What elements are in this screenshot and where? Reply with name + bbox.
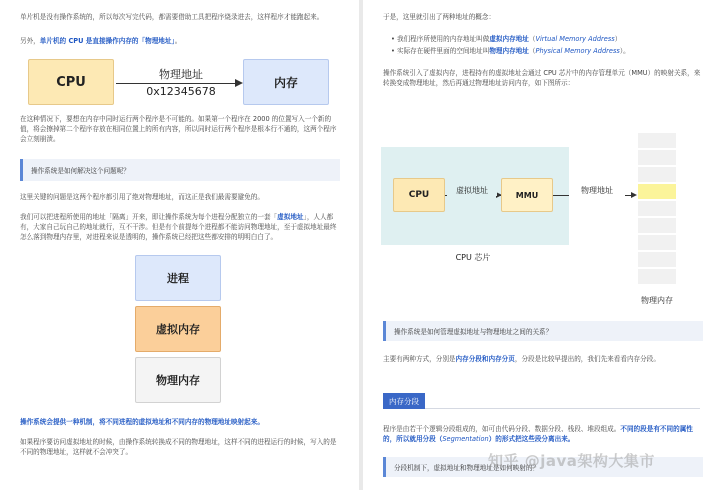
- section-heading: [383, 393, 700, 409]
- bullet-item: • 实际存在硬件里面的空间地址叫物理内存地址（Physical Memory Address）。: [391, 47, 630, 55]
- cpu-box: CPU: [393, 178, 445, 212]
- arrow-line: [116, 83, 240, 84]
- memory-cell: [638, 132, 676, 148]
- cpu-box: CPU: [28, 59, 114, 105]
- memory-cell: [638, 149, 676, 165]
- cpu-chip-label: CPU 芯片: [455, 253, 491, 262]
- bullet-item: • 我们程序所使用的内存地址叫做虚拟内存地址（Virtual Memory Address）: [391, 35, 622, 43]
- question-callout: 操作系统是如何管理虚拟地址与物理地址之间的关系？: [383, 321, 703, 341]
- memory-cell: [638, 234, 676, 250]
- physical-address-label: 物理地址: [569, 185, 625, 196]
- arrow-label: 物理地址: [159, 68, 203, 81]
- paragraph: 单片机是没有操作系统的，所以每次写完代码，都需要借助工具把程序烧录进去，这样程序才能跑起来。: [20, 13, 324, 21]
- virtual-memory-box: 虚拟内存: [135, 306, 221, 352]
- memory-cell: [638, 251, 676, 267]
- memory-cell: [638, 183, 676, 199]
- memory-cell: [638, 166, 676, 182]
- section-heading-label: 内存分段: [383, 393, 425, 409]
- memory-cell: [638, 217, 676, 233]
- bullet-icon: •: [391, 47, 397, 55]
- paragraph: 于是，这里就引出了两种地址的概念：: [383, 13, 496, 21]
- address-label: 0x12345678: [146, 85, 216, 98]
- process-box: 进程: [135, 255, 221, 301]
- highlight-paragraph: 操作系统会提供一种机制，将不同进程的虚拟地址和不同内存的物理地址映射起来。: [20, 418, 264, 426]
- bullet-icon: •: [391, 35, 397, 43]
- paragraph: 另外，单片机的 CPU 是直接操作内存的「物理地址」。: [20, 37, 182, 45]
- question-callout: 分段机制下，虚拟地址和物理地址是如何映射的？: [383, 457, 703, 477]
- question-callout: 操作系统是如何解决这个问题呢？: [20, 159, 340, 181]
- paragraph: 操作系统引入了虚拟内存，进程持有的虚拟地址会通过 CPU 芯片中的内存管理单元（MMU）的映射关系，来转换变成物理地址，然后再通过物理地址访问内存，如下图所示：: [383, 69, 701, 87]
- memory-box: 内存: [243, 59, 329, 105]
- arrow-head-icon: [631, 192, 637, 198]
- paragraph: 主要有两种方式，分别是内存分段和内存分页，分段是比较早提出的，我们先来看看内存分段。: [383, 355, 660, 363]
- right-page: [363, 0, 720, 490]
- memory-cell: [638, 268, 676, 284]
- paragraph: 这里关键的问题是这两个程序都引用了绝对物理地址，而这正是我们最需要避免的。: [20, 193, 264, 201]
- physical-memory-box: 物理内存: [135, 357, 221, 403]
- paragraph: 我们可以把进程所使用的地址「隔离」开来，即让操作系统为每个进程分配独立的一套「虚拟地址」，人人都有，大家自己玩自己的地址就行，互不干涉。但是有个前提每个进程都不能访问物理地址，至于虚拟地址最终怎么落到物理内存里，对进程来说是透明的，操作系统已经把这些都安排的明明白白了。: [20, 213, 337, 241]
- paragraph: 如果程序要访问虚拟地址的时候，由操作系统转换成不同的物理地址，这样不同的进程运行的时候，写入的是不同的物理地址，这样就不会冲突了。: [20, 438, 337, 456]
- mmu-box: MMU: [501, 178, 553, 212]
- left-page: [0, 0, 359, 490]
- memory-cell: [638, 200, 676, 216]
- paragraph: 在这种情况下，要想在内存中同时运行两个程序是不可能的。如果第一个程序在 2000 的位置写入一个新的值，将会擦掉第二个程序存放在相同位置上的所有内容，所以同时运行两个程序是根本行不通的，这两个程序会立刻崩溃。: [20, 115, 337, 143]
- virtual-address-label: 虚拟地址: [447, 185, 497, 196]
- paragraph: 程序是由若干个逻辑分段组成的，如可由代码分段、数据分段、栈段、堆段组成。不同的段是有不同的属性的，所以就用分段（Segmentation）的形式把这些段分离出来。: [383, 425, 693, 443]
- physical-memory-label: 物理内存: [641, 296, 673, 305]
- watermark: 知乎 @java架构大集市: [488, 452, 655, 470]
